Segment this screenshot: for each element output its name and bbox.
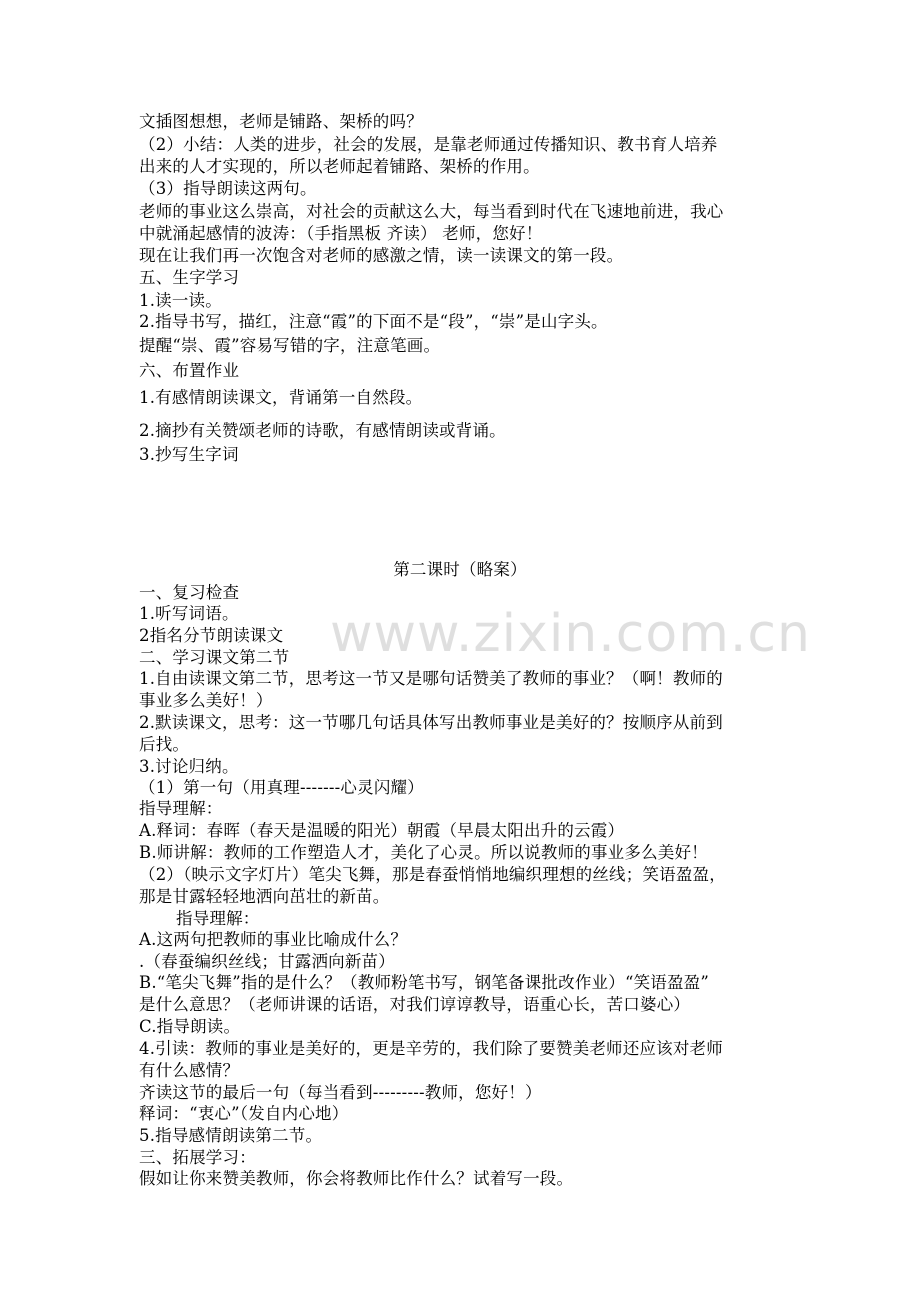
text-line: 后找。 — [139, 735, 190, 754]
text-line: 3.讨论归纳。 — [139, 757, 239, 776]
text-line: 2.指导书写，描红，注意“霞”的下面不是“段”，“崇”是山字头。 — [139, 312, 608, 331]
text-line: 指导理解： — [139, 799, 223, 818]
text-line: 2.默读课文，思考：这一节哪几句话具体写出教师事业是美好的？按顺序从前到 — [139, 713, 723, 732]
text-line: 释词：“衷心”（发自内心地） — [139, 1104, 349, 1123]
text-line: 指导理解： — [176, 909, 260, 928]
section-heading: 一、复习检查 — [139, 583, 240, 602]
text-line: B.“笔尖飞舞”指的是什么？（教师粉笔书写，钢笔备课批改作业）“笑语盈盈” — [139, 973, 710, 992]
text-line: 是什么意思？（老师讲课的话语，对我们谆谆教导，语重心长，苦口婆心） — [139, 995, 691, 1014]
text-line: 有什么感情？ — [139, 1061, 240, 1080]
text-line: （1）第一句（用真理-------心灵闪耀） — [139, 778, 424, 797]
text-line: 老师的事业这么崇高，对社会的贡献这么大，每当看到时代在飞速地前进，我心 — [139, 202, 724, 221]
text-line: （2）小结：人类的进步，社会的发展，是靠老师通过传播知识、教书育人培养 — [139, 135, 718, 154]
text-line: 事业多么美好！） — [139, 691, 273, 710]
text-line: 假如让你来赞美教师，你会将教师比作什么？试着写一段。 — [139, 1169, 574, 1188]
text-line: C.指导朗读。 — [139, 1017, 241, 1036]
text-line: 出来的人才实现的，所以老师起着铺路、架桥的作用。 — [139, 157, 540, 176]
text-line: 那是甘露轻轻地洒向茁壮的新苗。 — [139, 887, 390, 906]
text-line: 1.自由读课文第二节，思考这一节又是哪句话赞美了教师的事业？（啊！教师的 — [139, 669, 723, 688]
text-line: A.这两句把教师的事业比喻成什么？ — [139, 930, 408, 949]
text-line: 中就涌起感情的波涛：（手指黑板 齐读） 老师，您好！ — [139, 224, 543, 243]
text-line: 1.有感情朗读课文，背诵第一自然段。 — [139, 388, 423, 407]
text-line: 文插图想想，老师是铺路、架桥的吗？ — [139, 112, 423, 131]
section-heading: 六、布置作业 — [139, 361, 240, 380]
section-heading: 三、拓展学习： — [139, 1148, 256, 1167]
text-line: 1.读一读。 — [139, 291, 222, 310]
text-line: 1.听写词语。 — [139, 604, 239, 623]
section-heading: 五、生字学习 — [139, 268, 240, 287]
text-line: 提醒“崇、霞”容易写错的字，注意笔画。 — [139, 336, 441, 355]
text-line: 4.引读：教师的事业是美好的，更是辛劳的，我们除了要赞美老师还应该对老师 — [139, 1039, 723, 1058]
text-line: 3.抄写生字词 — [139, 445, 239, 464]
text-line: （2）（映示文字灯片）笔尖飞舞，那是春蚕悄悄地编织理想的丝线；笑语盈盈， — [139, 865, 726, 884]
text-line: 现在让我们再一次饱含对老师的感激之情，读一读课文的第一段。 — [139, 246, 624, 265]
text-line: .（春蚕编织丝线；甘露洒向新苗） — [139, 952, 395, 971]
section-heading: 二、学习课文第二节 — [139, 648, 290, 667]
text-line: 5.指导感情朗读第二节。 — [139, 1126, 323, 1145]
text-line: 2指名分节朗读课文 — [139, 626, 284, 645]
text-line: B.师讲解：教师的工作塑造人才，美化了心灵。所以说教师的事业多么美好！ — [139, 843, 708, 862]
watermark: www.zixin.com.cn — [330, 604, 811, 664]
text-line: 齐读这节的最后一句（每当看到---------教师，您好！） — [139, 1083, 542, 1102]
text-line: 2.摘抄有关赞颂老师的诗歌，有感情朗读或背诵。 — [139, 421, 506, 440]
text-line: （3）指导朗读这两句。 — [139, 179, 317, 198]
lesson-title: 第二课时（略案） — [393, 560, 527, 579]
text-line: A.释词：春晖（春天是温暖的阳光）朝霞（早晨太阳出升的云霞） — [139, 821, 625, 840]
